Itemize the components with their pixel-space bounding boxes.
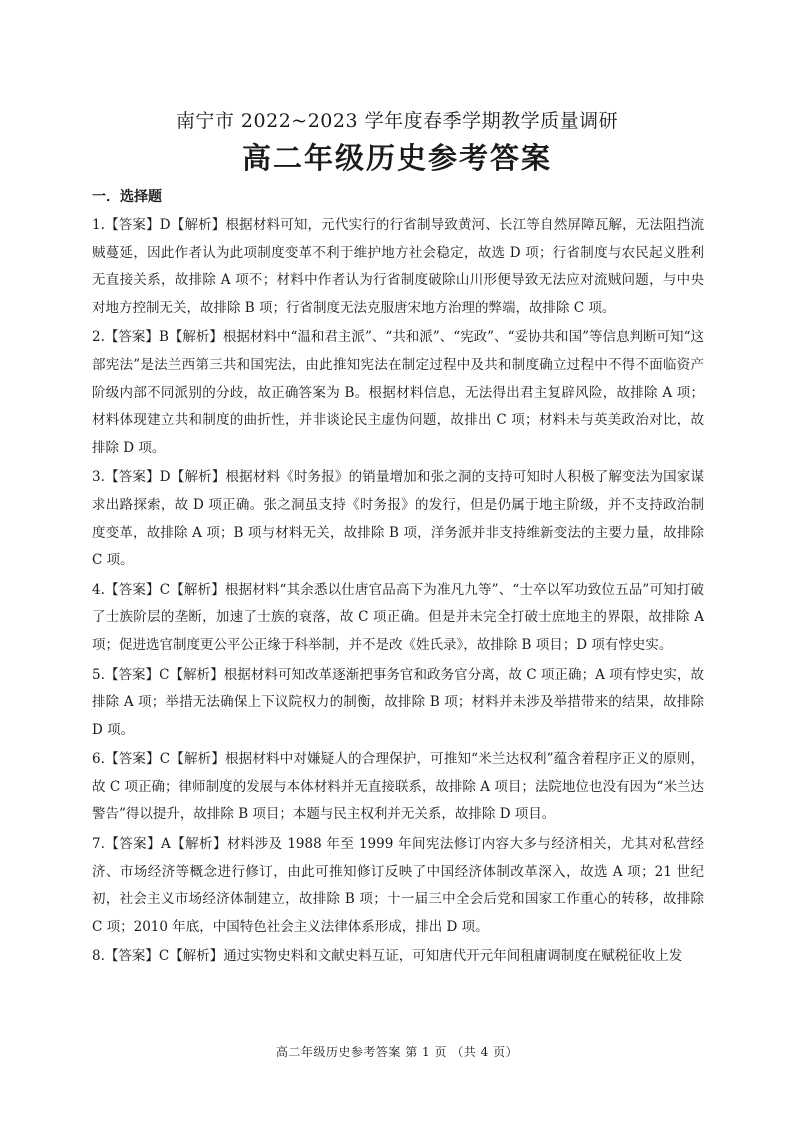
question-answer-text: 【答案】C【解析】根据材料中对嫌疑人的合理保护，可推知“米兰达权利”蕴含着程序正义的原则，故 C 项正确；律师制度的发展与本体材料并无直接联系，故排除 A 项目；法院地位也没有因为“米兰达警告”得以提升，故排除 B 项目；本题与民主权利并无关系，故排除 D 项目。	[92, 751, 704, 823]
question-number: 6.	[92, 751, 105, 768]
question-number: 7.	[92, 836, 105, 853]
question-item	[92, 324, 704, 462]
question-number: 3.	[92, 469, 105, 486]
question-item	[92, 831, 704, 941]
question-answer-text: 【答案】B【解析】根据材料中“温和君主派”、“共和派”、“宪政”、“妥协共和国”等信息判断可知“这部宪法”是法兰西第三共和国宪法，由此推知宪法在制定过程中及共和制度确立过程中不得不面临资产阶级内部不同派别的分歧，故正确答案为 B。根据材料信息，无法得出君主复辟风险，故排除 A 项；材料体现建立共和制度的曲折性，并非谈论民主虚伪问题，故排出 C 项；材料未与英美政治对比，故排除 D 项。	[92, 329, 704, 456]
question-number: 5.	[92, 666, 105, 683]
question-answer-text: 【答案】C【解析】根据材料可知改革逐渐把事务官和政务官分离，故 C 项正确；A 项有悖史实，故排除 A 项；举措无法确保上下议院权力的制衡，故排除 B 项；材料并未涉及举措带来的结果，故排除 D 项。	[92, 666, 704, 738]
question-number: 8.	[92, 948, 105, 965]
question-list	[92, 212, 704, 973]
question-number: 1.	[92, 217, 105, 233]
question-item	[92, 746, 704, 829]
question-answer-text: 【答案】D【解析】根据材料可知，元代实行的行省制导致黄河、长江等自然屏障瓦解，无法阻挡流贼蔓延，因此作者认为此项制度变革不利于维护地方社会稳定，故选 D 项；行省制度与农民起义胜利无直接关系，故排除 A 项不；材料中作者认为行省制度破除山川形便导致无法应对流贼问题，与中央对地方控制无关，故排除 B 项；行省制度无法克服唐宋地方治理的弊端，故排除 C 项。	[92, 217, 704, 316]
question-item	[92, 464, 704, 574]
question-answer-text: 【答案】C【解析】根据材料“其余悉以仕唐官品高下为准凡九等”、“士卒以军功致位五品”可知打破了士族阶层的垄断，加速了士族的衰落，故 C 项正确。但是并未完全打破士庶地主的界限，故排除 A 项；促进选官制度更公平公正缘于科举制，并不是改《姓氏录》，故排除 B 项目；D 项有悖史实。	[92, 581, 704, 653]
question-answer-text: 【答案】A【解析】材料涉及 1988 年至 1999 年间宪法修订内容大多与经济相关，尤其对私营经济、市场经济等概念进行修订，由此可推知修订反映了中国经济体制改革深入，故选 A 项；21 世纪初，社会主义市场经济体制建立，故排除 B 项；十一届三中全会后党和国家工作重心的转移，故排除 C 项；2010 年底，中国特色社会主义法律体系形成，排出 D 项。	[92, 836, 704, 935]
question-number: 2.	[92, 329, 105, 346]
page-footer: 高二年级历史参考答案 第 1 页 （共 4 页）	[275, 1045, 519, 1059]
question-item	[92, 943, 704, 971]
question-item	[92, 662, 704, 745]
question-item	[92, 577, 704, 660]
page-title: 高二年级历史参考答案	[241, 141, 552, 175]
question-answer-text: 【答案】D【解析】根据材料《时务报》的销量增加和张之洞的支持可知时人积极了解变法为国家谋求出路探索，故 D 项正确。张之洞虽支持《时务报》的发行，但是仍属于地主阶级，并不支持政治制度变革，故排除 A 项；B 项与材料无关，故排除 B 项，洋务派并非支持维新变法的主要力量，故排除 C 项。	[92, 469, 704, 569]
question-number: 4.	[92, 581, 105, 598]
question-item	[92, 212, 704, 322]
section-heading: 一．选择题	[92, 189, 162, 205]
question-answer-text: 【答案】C【解析】通过实物史料和文献史料互证，可知唐代开元年间租庸调制度在赋税征收上发	[104, 948, 683, 965]
exam-subtitle: 南宁市 2022~2023 学年度春季学期教学质量调研	[175, 110, 619, 132]
